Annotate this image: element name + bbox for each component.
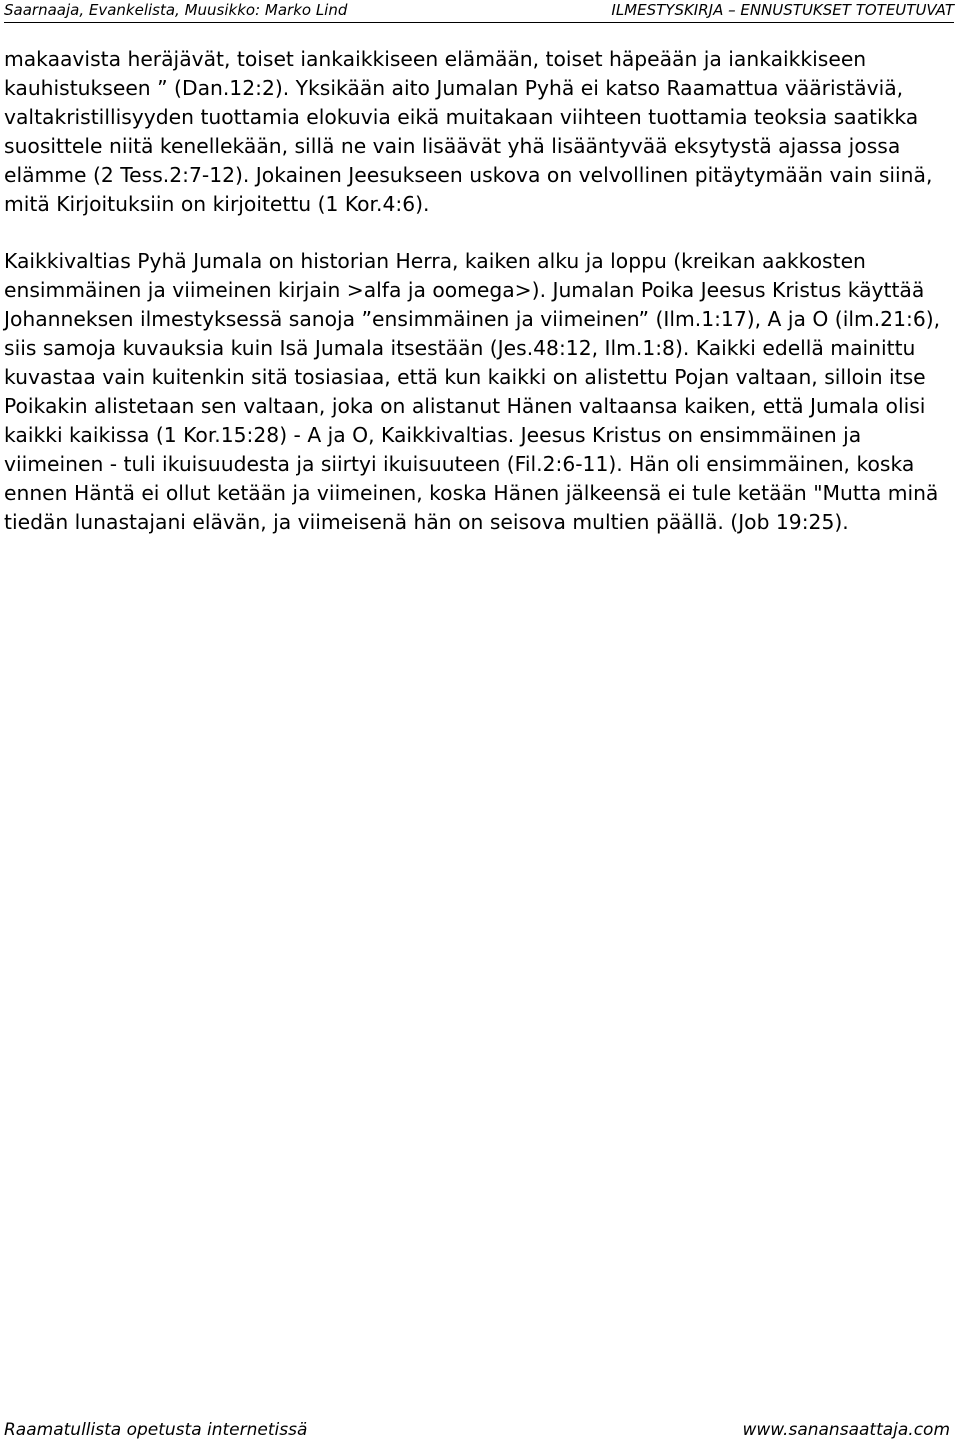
page-footer	[4, 1418, 950, 1442]
document-body	[4, 45, 954, 565]
footer-website-link[interactable]: www.sanansaattaja.com	[742, 1420, 950, 1440]
paragraph: makaavista heräjävät, toiset iankaikkiseen elämään, toiset häpeään ja iankaikkiseen kauhistukseen ” (Dan.12:2). Yksikään aito Jumalan Pyhä ei katso Raamattua vääristäviä, valtakristillisyyden tuottamia elokuvia eikä muitakaan viihteen tuottamia teoksia saatikka suosittele niitä kenellekään, sillä ne vain lisäävät yhä lisääntyvää eksytystä ajassa jossa elämme (2 Tess.2:7-12). Jokainen Jeesukseen uskova on velvollinen pitäytymään vain siinä, mitä Kirjoituksiin on kirjoitettu (1 Kor.4:6).	[4, 47, 933, 216]
page-header	[4, 0, 954, 23]
header-author: Saarnaaja, Evankelista, Muusikko: Marko Lind	[4, 1, 348, 19]
paragraph: Kaikkivaltias Pyhä Jumala on historian Herra, kaiken alku ja loppu (kreikan aakkosten ensimmäinen ja viimeinen kirjain >alfa ja oomega>). Jumalan Poika Jeesus Kristus käyttää Johanneksen ilmestyksessä sanoja ”ensimmäinen ja viimeinen” (Ilm.1:17), A ja O (ilm.21:6), siis samoja kuvauksia kuin Isä Jumala itsestään (Jes.48:12, Ilm.1:8). Kaikki edellä mainittu kuvastaa vain kuitenkin sitä tosiasiaa, että kun kaikki on alistettu Pojan valtaan, silloin itse Poikakin alistetaan sen valtaan, joka on alistanut Hänen valtaansa kaiken, että Jumala olisi kaikki kaikissa (1 Kor.15:28) - A ja O, Kaikkivaltias. Jeesus Kristus on ensimmäinen ja viimeinen - tuli ikuisuudesta ja siirtyi ikuisuuteen (Fil.2:6-11). Hän oli ensimmäinen, koska ennen Häntä ei ollut ketään ja viimeinen, koska Hänen jälkeensä ei tule ketään "Mutta minä tiedän lunastajani elävän, ja viimeisenä hän on seisova multien päällä. (Job 19:25).	[4, 249, 941, 534]
footer-tagline: Raamatullista opetusta internetissä	[4, 1420, 308, 1440]
header-title: ILMESTYSKIRJA – ENNUSTUKSET TOTEUTUVAT	[611, 1, 954, 19]
